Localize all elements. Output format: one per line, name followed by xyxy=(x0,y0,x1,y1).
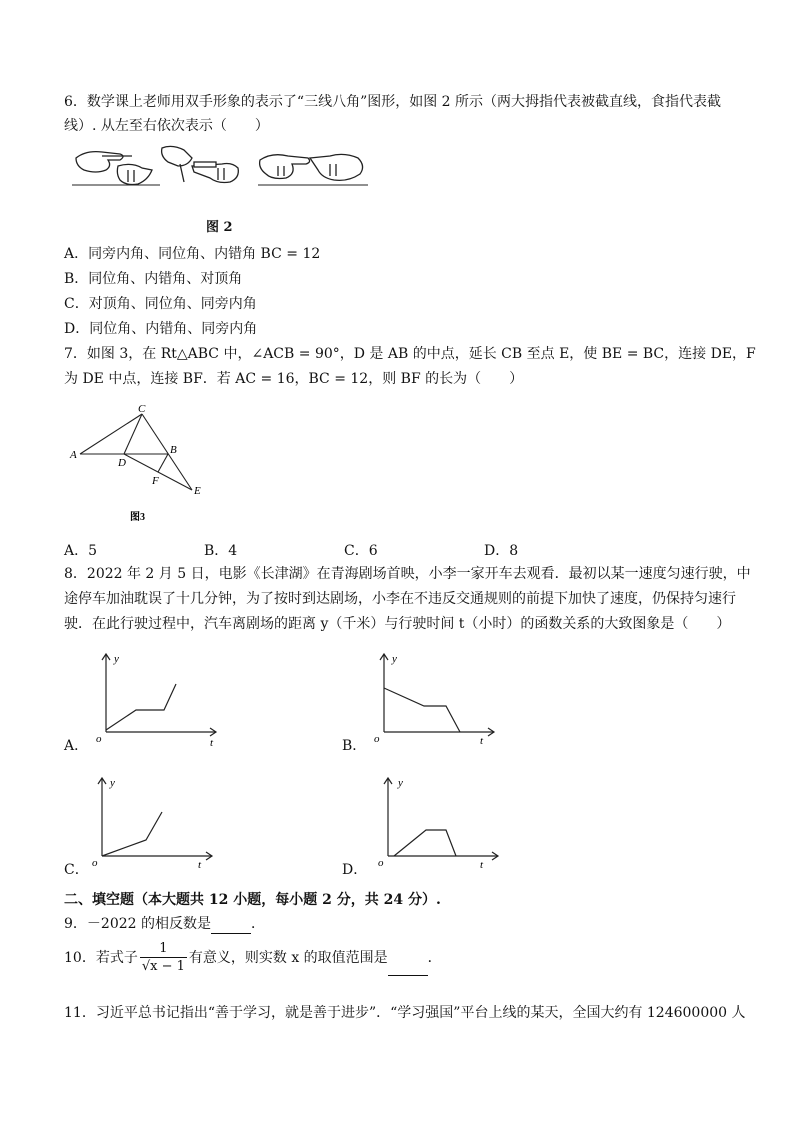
q10-denominator: √x − 1 xyxy=(141,958,185,974)
graph-d-origin-label: o xyxy=(378,857,384,869)
q10-fraction xyxy=(140,941,187,976)
hands-figure xyxy=(72,140,368,202)
graph-a-t-label: t xyxy=(210,737,214,748)
q7-option-b: B．4 xyxy=(204,543,238,559)
q7-option-d: D．8 xyxy=(484,543,519,559)
q10-suffix: 有意义，则实数 x 的取值范围是 xyxy=(188,950,388,966)
q9-answer-blank[interactable] xyxy=(211,919,251,934)
graph-d-label: D． xyxy=(342,862,368,878)
graph-c-y-label: y xyxy=(110,777,115,789)
graph-c-label: C． xyxy=(64,862,89,878)
q6-option-a: A．同旁内角、同位角、内错角 BC = 12 xyxy=(64,246,321,262)
q7-option-a: A．5 xyxy=(64,543,98,559)
point-e-label: E xyxy=(194,485,201,497)
hands-pair-2 xyxy=(162,146,239,182)
q6-option-d: D．同位角、内错角、同旁内角 xyxy=(64,321,258,337)
graph-c-origin-label: o xyxy=(92,857,98,869)
hands-pair-3 xyxy=(260,154,363,180)
q9-text: 9．－2022 的相反数是 xyxy=(64,916,211,932)
hands-pair-1 xyxy=(76,152,152,185)
point-a-label: A xyxy=(70,449,77,461)
q8-line-2: 途停车加油耽误了十几分钟，为了按时到达剧场，小李在不违反交通规则的前提下加快了速度，仍保持匀速行 xyxy=(64,591,736,607)
section-2-heading: 二、填空题（本大题共 12 小题，每小题 2 分，共 24 分）. xyxy=(64,892,441,908)
graph-a-origin-label: o xyxy=(96,733,102,745)
point-b-label: B xyxy=(170,444,177,456)
graph-b xyxy=(370,648,500,748)
q9-end: ． xyxy=(251,916,265,932)
graph-d-t-label: t xyxy=(480,859,484,871)
triangle-figure-3 xyxy=(66,400,216,528)
graph-b-label: B． xyxy=(342,738,367,754)
q6-line-1: 6．数学课上老师用双手形象的表示了“三线八角”图形，如图 2 所示（两大拇指代表被截直线，食指代表截 xyxy=(64,94,722,110)
graph-a-curve xyxy=(106,684,176,730)
q10-prefix: 10．若式子 xyxy=(64,950,138,966)
graph-b-origin-label: o xyxy=(374,733,380,745)
graph-d-curve xyxy=(394,830,456,856)
graph-c-t-label: t xyxy=(198,859,202,871)
q10-numerator: 1 xyxy=(159,940,168,956)
graph-c-curve xyxy=(102,812,162,856)
graph-a-label: A． xyxy=(64,738,89,754)
q7-option-c: C．6 xyxy=(344,543,378,559)
q10-answer-blank[interactable] xyxy=(388,961,428,976)
graph-a xyxy=(92,648,222,748)
figure-3-caption: 图3 xyxy=(130,512,145,523)
q8-line-1: 8．2022 年 2 月 5 日，电影《长津湖》在青海剧场首映，小李一家开车去观看．最初以某一速度匀速行驶，中 xyxy=(64,566,751,582)
figure-2-caption: 图 2 xyxy=(206,220,233,235)
q6-option-b: B．同位角、内错角、对顶角 xyxy=(64,271,243,287)
graph-d xyxy=(374,772,504,872)
point-d-label: D xyxy=(118,457,126,469)
q6-option-c: C．对顶角、同位角、同旁内角 xyxy=(64,296,257,312)
graph-b-y-label: y xyxy=(392,653,397,665)
q7-options xyxy=(64,540,624,560)
q10 xyxy=(64,940,442,976)
graph-d-y-label: y xyxy=(398,777,403,789)
graph-c xyxy=(88,772,218,872)
graph-b-curve xyxy=(384,688,460,732)
graph-a-y-label: y xyxy=(114,653,119,665)
q9 xyxy=(64,914,265,934)
q8-line-3: 驶．在此行驶过程中，汽车离剧场的距离 y（千米）与行驶时间 t（小时）的函数关系的大致图象是（ ） xyxy=(64,616,731,632)
q6-line-2: 线）. 从左至右依次表示（ ） xyxy=(64,118,269,134)
point-f-label: F xyxy=(152,475,159,487)
q7-line-2: 为 DE 中点，连接 BF．若 AC = 16，BC = 12，则 BF 的长为（ ） xyxy=(64,371,524,387)
q10-end: ． xyxy=(427,950,442,966)
graph-b-t-label: t xyxy=(480,735,484,747)
point-c-label: C xyxy=(138,403,146,415)
q7-line-1: 7．如图 3，在 Rt△ABC 中，∠ACB = 90°，D 是 AB 的中点，延长 CB 至点 E，使 BE = BC，连接 DE，F xyxy=(64,346,756,362)
q11-line-1: 11．习近平总书记指出“善于学习，就是善于进步”．“学习强国”平台上线的某天，全国大约有 124600000 人 xyxy=(64,1005,746,1021)
